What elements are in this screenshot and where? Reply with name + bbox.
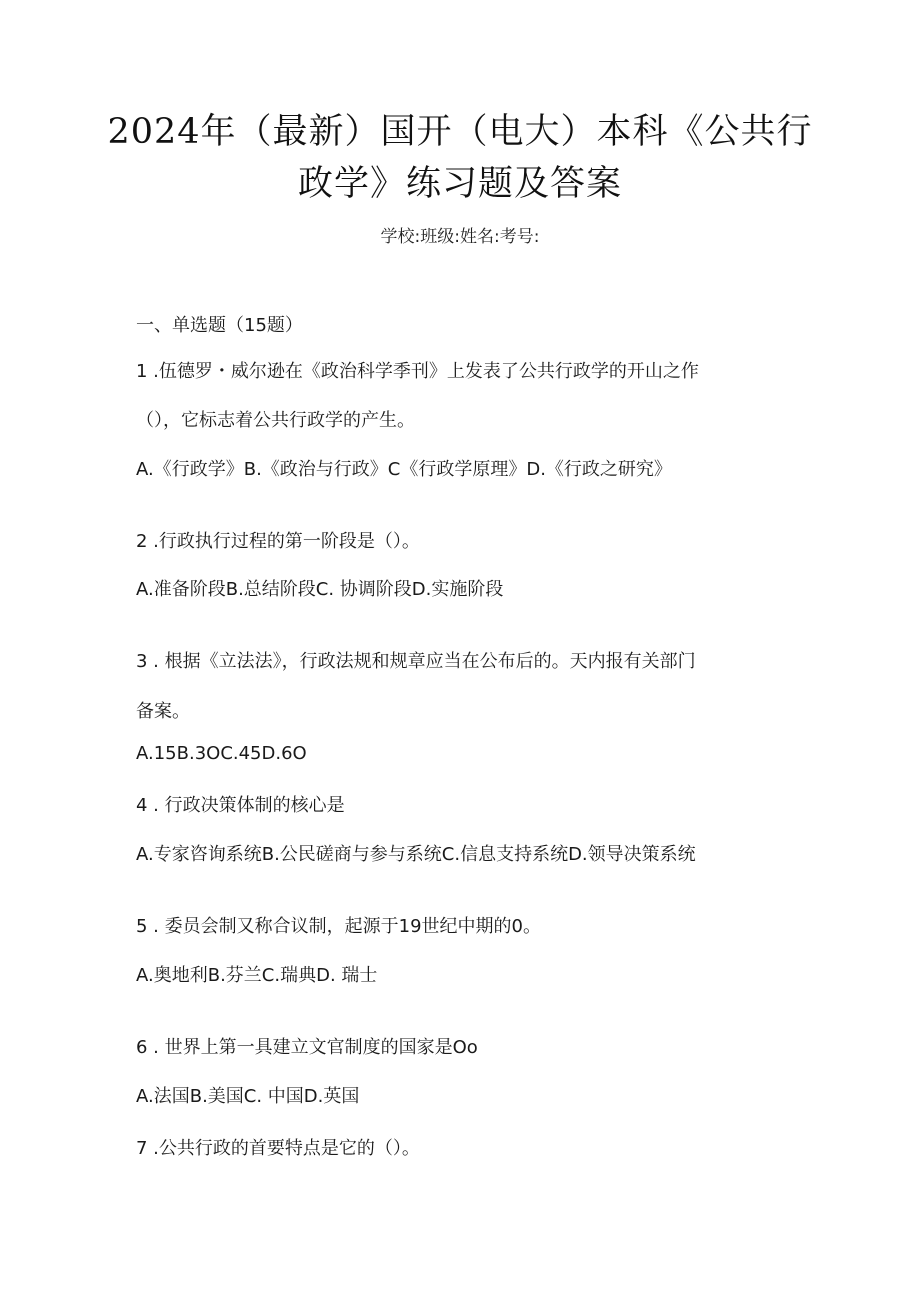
question-3-text-line-1: 3 . 根据《立法法》，行政法规和规章应当在公布后的。天内报有关部门 xyxy=(136,651,696,672)
question-4-text: 4 . 行政决策体制的核心是 xyxy=(136,795,345,816)
question-1-text-line-1: 1 .伍德罗・威尔逊在《政治科学季刊》上发表了公共行政学的开山之作 xyxy=(136,361,699,382)
question-5-options: A.奥地利B.芬兰C.瑞典D. 瑞士 xyxy=(136,965,378,986)
section-heading: 一、单选题（15题） xyxy=(136,315,303,336)
question-1-text-line-2: （），它标志着公共行政学的产生。 xyxy=(136,410,415,431)
question-3-options: A.15B.3OC.45D.6O xyxy=(136,743,307,764)
question-6-options: A.法国B.美国C. 中国D.英国 xyxy=(136,1086,360,1107)
question-3-text-line-2: 备案。 xyxy=(136,701,190,722)
question-6-text: 6 . 世界上第一具建立文官制度的国家是Oo xyxy=(136,1037,478,1058)
document-title-line-1: 2024年（最新）国开（电大）本科《公共行 xyxy=(107,112,813,152)
question-5-text: 5 . 委员会制又称合议制，起源于19世纪中期的0。 xyxy=(136,916,541,937)
student-info-line: 学校:班级:姓名:考号: xyxy=(380,227,540,247)
question-4-options: A.专家咨询系统B.公民磋商与参与系统C.信息支持系统D.领导决策系统 xyxy=(136,844,696,865)
question-2-text: 2 .行政执行过程的第一阶段是（）。 xyxy=(136,531,420,552)
question-7-text: 7 .公共行政的首要特点是它的（）。 xyxy=(136,1138,420,1159)
document-title-line-2: 政学》练习题及答案 xyxy=(297,164,622,204)
question-1-options: A.《行政学》B.《政治与行政》C《行政学原理》D.《行政之研究》 xyxy=(136,459,672,480)
question-2-options: A.准备阶段B.总结阶段C. 协调阶段D.实施阶段 xyxy=(136,579,504,600)
